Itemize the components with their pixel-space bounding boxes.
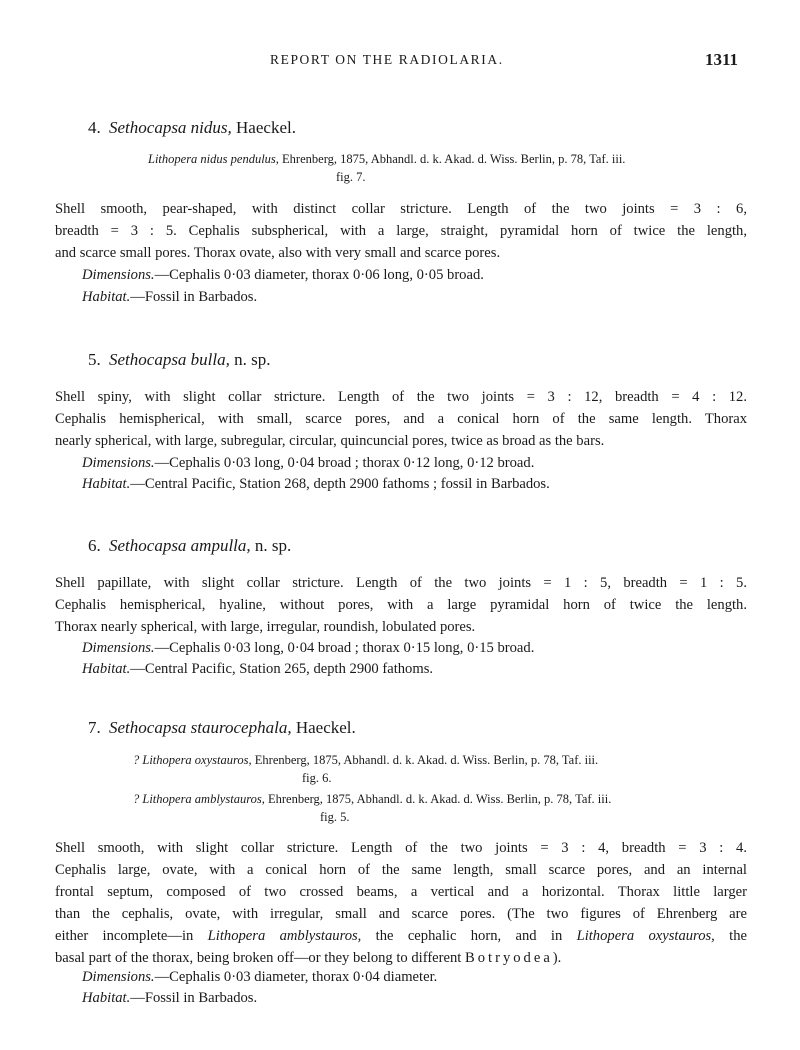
- habitat-line: [82, 987, 257, 1009]
- text-run: ).: [552, 950, 562, 966]
- description-line: Shell smooth, with slight collar stricture. Length of the two joints = 3 : 4, breadth = 3 : 4.: [55, 840, 747, 856]
- running-head: [0, 50, 800, 72]
- dimensions-line: [82, 264, 484, 286]
- habitat-value: —Fossil in Barbados.: [130, 990, 258, 1006]
- running-title: REPORT ON THE RADIOLARIA.: [270, 52, 504, 67]
- habitat-label: Habitat.: [82, 990, 131, 1006]
- habitat-line: [82, 286, 257, 308]
- description-line: nearly spherical, with large, subregular, circular, quincuncial pores, twice as broad as the bars.: [55, 433, 605, 449]
- habitat-line: [82, 658, 433, 680]
- synonym-figure: fig. 7.: [336, 170, 366, 184]
- dimensions-label: Dimensions.: [82, 455, 155, 471]
- synonym-entry: [133, 752, 598, 769]
- description-line: Cephalis hemispherical, with small, scarce pores, and a conical horn of the same length. Thorax: [55, 411, 747, 427]
- species-name: Sethocapsa nidus,: [109, 118, 232, 137]
- habitat-label: Habitat.: [82, 289, 131, 305]
- group-name-run: Botryodea: [465, 950, 553, 966]
- species-number: 7.: [88, 718, 101, 737]
- synonym-figure: fig. 5.: [320, 810, 350, 824]
- species-name: Sethocapsa staurocephala,: [109, 718, 292, 737]
- species-number: 4.: [88, 118, 101, 137]
- dimensions-value: —Cephalis 0·03 long, 0·04 broad ; thorax 0·12 long, 0·12 broad.: [154, 455, 535, 471]
- habitat-label: Habitat.: [82, 661, 131, 677]
- habitat-label: Habitat.: [82, 476, 131, 492]
- dimensions-label: Dimensions.: [82, 267, 155, 283]
- text-run: the: [714, 928, 747, 944]
- description-line: Cephalis hemispherical, hyaline, without pores, with a large pyramidal horn of twice the length.: [55, 597, 747, 613]
- dimensions-value: —Cephalis 0·03 diameter, thorax 0·06 long, 0·05 broad.: [154, 267, 484, 283]
- text-run: the cephalic horn, and in: [361, 928, 577, 944]
- species-author: Haeckel.: [295, 718, 356, 737]
- description-line: and scarce small pores. Thorax ovate, also with very small and scarce pores.: [55, 245, 501, 261]
- synonym-citation: Ehrenberg, 1875, Abhandl. d. k. Akad. d. Wiss. Berlin, p. 78, Taf. iii.: [267, 792, 612, 806]
- description-line: Shell papillate, with slight collar stricture. Length of the two joints = 1 : 5, breadth = 1 : 5.: [55, 575, 747, 591]
- taxon-run: Lithopera oxystauros,: [576, 928, 715, 944]
- dimensions-line: [82, 637, 534, 659]
- species-description: [55, 386, 747, 452]
- taxon-run: Lithopera amblystauros,: [207, 928, 362, 944]
- synonym-entry: [148, 151, 625, 168]
- text-run: either incomplete—in: [55, 928, 208, 944]
- habitat-value: —Fossil in Barbados.: [130, 289, 258, 305]
- description-line: Shell spiny, with slight collar stricture. Length of the two joints = 3 : 12, breadth = 4 : 12.: [55, 389, 747, 405]
- species-description: [55, 198, 747, 264]
- species-number: 5.: [88, 350, 101, 369]
- synonym-entry: [133, 791, 611, 808]
- description-line: frontal septum, composed of two crossed beams, a vertical and a horizontal. Thorax little larger: [55, 884, 747, 900]
- synonym-taxon: ? Lithopera amblystauros,: [133, 792, 265, 806]
- description-line-mixed: [55, 925, 747, 947]
- species-name: Sethocapsa bulla,: [109, 350, 230, 369]
- species-description: [55, 572, 747, 638]
- dimensions-value: —Cephalis 0·03 long, 0·04 broad ; thorax 0·15 long, 0·15 broad.: [154, 640, 535, 656]
- species-author: Haeckel.: [236, 118, 296, 137]
- species-heading-5: [88, 350, 271, 370]
- dimensions-line: [82, 452, 534, 474]
- dimensions-label: Dimensions.: [82, 969, 155, 985]
- description-line: Thorax nearly spherical, with large, irregular, roundish, lobulated pores.: [55, 619, 476, 635]
- species-name: Sethocapsa ampulla,: [109, 536, 251, 555]
- description-line: Cephalis large, ovate, with a conical horn of the same length, small scarce pores, and an internal: [55, 862, 747, 878]
- synonym-figure: fig. 6.: [302, 771, 332, 785]
- text-run: basal part of the thorax, being broken off—or they belong to different: [55, 950, 465, 966]
- synonym-taxon: ? Lithopera oxystauros,: [133, 753, 252, 767]
- species-description: [55, 837, 747, 969]
- dimensions-line: [82, 966, 437, 988]
- synonym-citation: Ehrenberg, 1875, Abhandl. d. k. Akad. d. Wiss. Berlin, p. 78, Taf. iii.: [282, 152, 626, 166]
- species-number: 6.: [88, 536, 101, 555]
- synonym-citation: Ehrenberg, 1875, Abhandl. d. k. Akad. d. Wiss. Berlin, p. 78, Taf. iii.: [254, 753, 599, 767]
- species-heading-7: [88, 718, 356, 738]
- habitat-value: —Central Pacific, Station 268, depth 2900 fathoms ; fossil in Barbados.: [130, 476, 550, 492]
- species-author: n. sp.: [254, 536, 292, 555]
- habitat-value: —Central Pacific, Station 265, depth 2900 fathoms.: [130, 661, 434, 677]
- page-number: 1311: [705, 50, 739, 69]
- synonym-taxon: Lithopera nidus pendulus,: [148, 152, 279, 166]
- species-heading-4: [88, 118, 296, 138]
- species-author: n. sp.: [234, 350, 271, 369]
- dimensions-label: Dimensions.: [82, 640, 155, 656]
- dimensions-value: —Cephalis 0·03 diameter, thorax 0·04 diameter.: [154, 969, 438, 985]
- description-line: Shell smooth, pear-shaped, with distinct collar stricture. Length of the two joints = 3 : 6,: [55, 201, 747, 217]
- habitat-line: [82, 473, 550, 495]
- description-line: breadth = 3 : 5. Cephalis subspherical, with a large, straight, pyramidal horn of twice the length,: [55, 223, 747, 239]
- description-line: than the cephalis, ovate, with irregular, small and scarce pores. (The two figures of Ehrenberg are: [55, 906, 747, 922]
- species-heading-6: [88, 536, 291, 556]
